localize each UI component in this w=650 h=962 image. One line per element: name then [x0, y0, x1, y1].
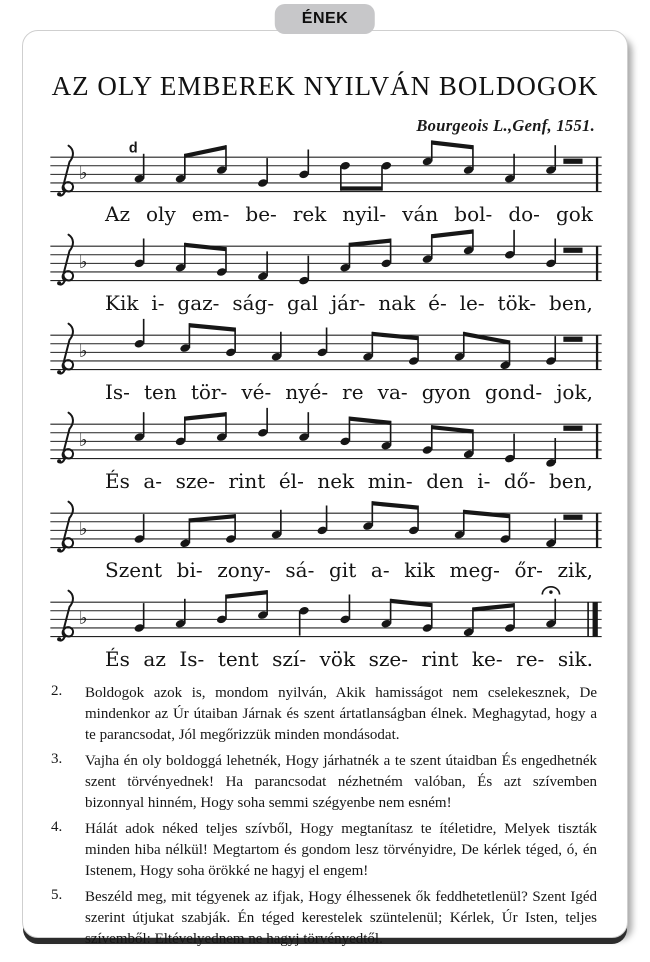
note	[134, 238, 146, 268]
lyric-syllable: le-	[459, 291, 485, 315]
verse-number: 5.	[51, 887, 63, 903]
lyrics-row	[47, 380, 603, 403]
lyric-syllable: nyé-	[285, 380, 329, 404]
lyrics-row	[47, 291, 603, 314]
treble-clef-icon	[57, 235, 73, 286]
note	[298, 256, 310, 286]
lyric-syllable: re-	[516, 647, 545, 671]
verse-text: Hálát adok néked teljes szívből, Hogy megtanítasz te ítéletidre, Melyek tiszták minden hiba nélkül! Megtartom és gondom lesz törvényidre, De kérlek téged, ó, én Istenem, Hogy soha örökké ne hagyj el engem!	[85, 821, 597, 879]
lyric-syllable: git	[329, 558, 357, 582]
barline	[596, 246, 598, 280]
note	[381, 421, 393, 451]
flat-sign-icon: ♭	[79, 608, 88, 630]
lyric-syllable: é-	[428, 291, 447, 315]
lyric-syllable: rek	[292, 202, 327, 226]
lyric-syllable: zik,	[557, 558, 593, 582]
note	[271, 332, 283, 362]
barline	[596, 513, 598, 547]
note	[422, 603, 434, 633]
note	[545, 599, 557, 629]
lyric-syllable: ke-	[471, 647, 503, 671]
half-rest	[563, 337, 582, 342]
verses-section	[51, 683, 597, 950]
flat-sign-icon: ♭	[79, 341, 88, 363]
treble-clef-icon	[57, 591, 73, 642]
note	[463, 607, 475, 637]
lyric-syllable: sik.	[557, 647, 593, 671]
note	[504, 434, 516, 464]
hymn-card	[22, 30, 628, 947]
lyrics-row	[47, 202, 603, 225]
lyric-syllable: a-	[143, 469, 163, 493]
note	[422, 425, 434, 455]
beam	[391, 599, 432, 608]
beam	[432, 140, 473, 149]
staff-notation	[47, 583, 605, 650]
note	[408, 505, 420, 535]
beam	[185, 243, 226, 252]
note	[134, 319, 146, 349]
music-notation	[47, 138, 603, 670]
staff-notation	[47, 138, 605, 205]
verse-item	[51, 683, 597, 746]
note	[298, 606, 310, 636]
note	[545, 145, 557, 175]
treble-clef-icon	[57, 324, 73, 375]
lyric-syllable: ten	[144, 380, 177, 404]
beam	[226, 590, 267, 599]
note	[225, 327, 237, 357]
lyric-syllable: Is-	[179, 647, 205, 671]
note	[257, 251, 269, 281]
lyric-syllable: ben,	[549, 291, 593, 315]
beam	[341, 186, 382, 190]
lyric-syllable: jok,	[556, 380, 593, 404]
lyrics-row	[47, 469, 603, 492]
staff-line-1	[47, 138, 603, 225]
note	[216, 594, 228, 624]
lyric-syllable: Szent	[105, 558, 162, 582]
lyric-syllable: zony-	[217, 558, 271, 582]
staff-line-3	[47, 316, 603, 403]
note	[545, 438, 557, 468]
staff-line-5	[47, 494, 603, 581]
lyric-syllable: i-	[477, 469, 491, 493]
lyric-syllable: ben,	[548, 469, 593, 493]
lyric-syllable: re	[342, 380, 364, 404]
note	[545, 238, 557, 268]
verse-item	[51, 887, 597, 950]
lyric-syllable: nyil-	[342, 202, 387, 226]
song-category-badge: ÉNEK	[275, 4, 375, 34]
beam	[185, 145, 226, 158]
barline	[596, 157, 598, 191]
note	[216, 247, 228, 277]
lyric-syllable: És	[105, 647, 130, 671]
lyric-syllable: rint	[421, 647, 459, 671]
note	[257, 158, 269, 188]
beam	[432, 229, 473, 238]
lyric-syllable: tök-	[497, 291, 537, 315]
lyrics-row	[47, 647, 603, 670]
final-barline-thin	[587, 602, 589, 636]
half-rest	[563, 248, 582, 253]
verse-text: Vajha én oly boldoggá lehetnék, Hogy járhatnék a te szent útaidban És engedhetnék szent törvényednek! Ha parancsodat nézhetném valóban, És azt szívemben bizonnyal hinném, Hogy soha semmi szégyenbe nem esném!	[85, 753, 597, 811]
lyric-syllable: ván	[402, 202, 439, 226]
note	[339, 594, 351, 624]
verse-number: 3.	[51, 751, 63, 767]
staff-notation	[47, 227, 605, 294]
barline	[596, 424, 598, 458]
lyric-syllable: az	[143, 647, 166, 671]
note	[339, 161, 351, 191]
staff-line-6	[47, 583, 603, 670]
flat-sign-icon: ♭	[79, 163, 88, 185]
lyric-syllable: em-	[191, 202, 230, 226]
note	[381, 161, 393, 191]
lyric-syllable: Kik	[105, 291, 139, 315]
staff-notation	[47, 316, 605, 383]
lyric-syllable: sze-	[175, 469, 215, 493]
lyric-syllable: gyon	[421, 380, 471, 404]
note	[298, 412, 310, 442]
flat-sign-icon: ♭	[79, 430, 88, 452]
note	[545, 336, 557, 366]
lyric-syllable: jár-	[330, 291, 366, 315]
note	[504, 230, 516, 260]
lyric-syllable: bol-	[454, 202, 493, 226]
composer-attribution: Bourgeois L.,Genf, 1551.	[416, 116, 595, 135]
note	[179, 323, 191, 353]
beam	[464, 510, 510, 519]
note	[499, 514, 511, 544]
lyric-syllable: do-	[508, 202, 540, 226]
lyric-syllable: vök	[319, 647, 356, 671]
lyric-syllable: gaz-	[177, 291, 220, 315]
flat-sign-icon: ♭	[79, 252, 88, 274]
beam	[464, 332, 510, 345]
verse-number: 4.	[51, 819, 63, 835]
note	[362, 501, 374, 531]
staff-notation	[47, 494, 605, 561]
lyric-syllable: be-	[245, 202, 277, 226]
lyric-syllable: sá-	[285, 558, 315, 582]
lyric-syllable: nak	[378, 291, 416, 315]
note	[134, 154, 146, 184]
lyric-syllable: den	[426, 469, 464, 493]
verse-item	[51, 751, 597, 814]
note	[257, 408, 269, 438]
note	[134, 412, 146, 442]
note	[175, 416, 187, 446]
lyric-syllable: va-	[377, 380, 408, 404]
page-title: AZ OLY EMBEREK NYILVÁN BOLDOGOK	[51, 71, 599, 101]
note	[179, 518, 191, 548]
treble-clef-icon	[57, 146, 73, 197]
beam	[185, 412, 226, 421]
note	[316, 327, 328, 357]
beam	[372, 332, 418, 341]
staff-line-4	[47, 405, 603, 492]
note	[134, 514, 146, 544]
beam	[372, 501, 418, 510]
lyric-syllable: a-	[370, 558, 390, 582]
lyric-syllable: oly	[146, 202, 176, 226]
lyric-syllable: szí-	[272, 647, 307, 671]
note	[499, 340, 511, 370]
staff-line-2	[47, 227, 603, 314]
lyric-syllable: ság-	[232, 291, 275, 315]
lyric-syllable: Az	[105, 202, 130, 226]
half-rest	[563, 159, 582, 164]
note	[454, 332, 466, 362]
note	[175, 599, 187, 629]
note	[504, 154, 516, 184]
verse-number: 2.	[51, 683, 63, 699]
note	[463, 145, 475, 175]
lyric-syllable: min-	[367, 469, 413, 493]
note	[408, 336, 420, 366]
note	[316, 505, 328, 535]
barline	[596, 335, 598, 369]
lyric-syllable: tent	[217, 647, 259, 671]
lyric-syllable: rint	[228, 469, 266, 493]
note	[463, 429, 475, 459]
lyric-syllable: gok	[555, 202, 593, 226]
fermata-icon	[542, 587, 559, 595]
note	[175, 154, 187, 184]
treble-clef-icon	[57, 502, 73, 553]
note	[545, 518, 557, 548]
staff-notation	[47, 405, 605, 472]
note	[362, 332, 374, 362]
lyric-syllable: gal	[286, 291, 319, 315]
note	[339, 243, 351, 273]
lyric-syllable: tör-	[190, 380, 228, 404]
verse-item	[51, 819, 597, 882]
lyric-syllable: i-	[151, 291, 165, 315]
lyric-syllable: Is-	[105, 380, 130, 404]
verse-text: Boldogok azok is, mondom nyilván, Akik hamisságot nem cselekesznek, De mindenkor az Úr útaiban Járnak és szent ártatlanságban élnek. Meghagytad, hogy a te parancsodat, Jól megőrizzük minden mondásodat.	[85, 685, 597, 743]
note	[381, 599, 393, 629]
lyric-syllable: dő-	[503, 469, 536, 493]
verse-text: Beszéld meg, mit tégyenek az ifjak, Hogy élhessenek ők feddhetetlenül? Szent Igéd szerint útjukat szabják. Én téged kerestelek szüntelenül; Kérlek, Úr Isten, teljes szívemből: Eltévelyednem ne hagyj törvényedtől.	[85, 889, 597, 947]
note	[422, 234, 434, 264]
lyric-syllable: vé-	[241, 380, 272, 404]
note	[422, 140, 434, 166]
lyric-syllable: nek	[317, 469, 355, 493]
lyric-syllable: él-	[278, 469, 304, 493]
lyric-syllable: meg-	[449, 558, 500, 582]
lyrics-row	[47, 558, 603, 581]
note	[134, 603, 146, 633]
pitch-letter: d	[128, 140, 138, 157]
half-rest	[563, 515, 582, 520]
note	[175, 243, 187, 273]
lyric-syllable: És	[105, 469, 130, 493]
note	[454, 510, 466, 540]
final-barline-thick	[593, 602, 598, 636]
lyric-syllable: bi-	[176, 558, 203, 582]
treble-clef-icon	[57, 413, 73, 464]
beam	[189, 323, 235, 332]
lyric-syllable: őr-	[514, 558, 543, 582]
note	[271, 510, 283, 540]
flat-sign-icon: ♭	[79, 519, 88, 541]
note	[339, 416, 351, 446]
lyric-syllable: kik	[404, 558, 435, 582]
lyric-syllable: sze-	[368, 647, 408, 671]
half-rest	[563, 426, 582, 431]
lyric-syllable: gond-	[484, 380, 543, 404]
note	[298, 149, 310, 179]
